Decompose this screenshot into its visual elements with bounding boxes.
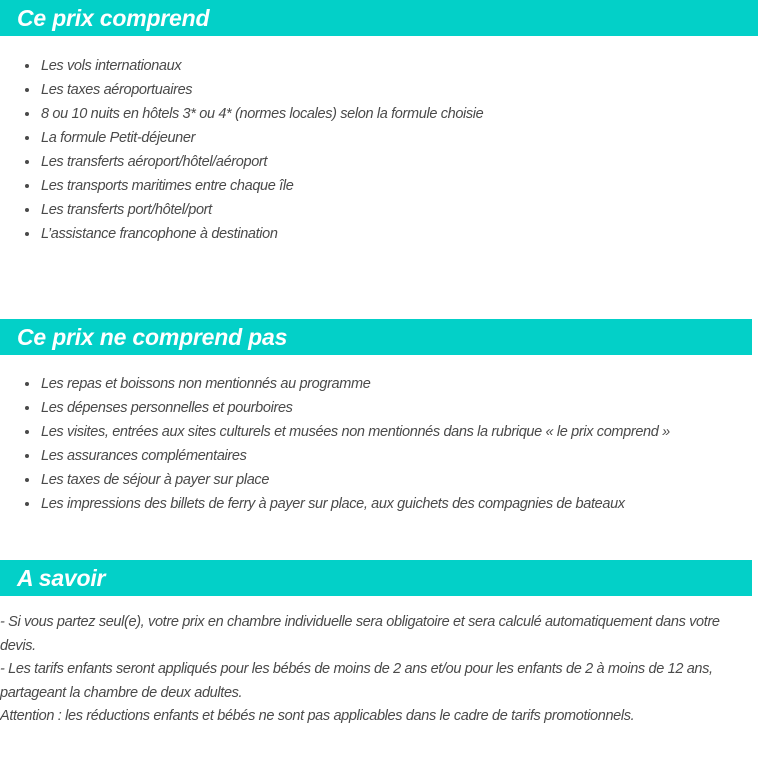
list-item-label: Les repas et boissons non mentionnés au programme xyxy=(41,376,371,392)
list-item xyxy=(0,78,758,102)
bullet-icon xyxy=(25,64,29,68)
list-item-label: Les vols internationaux xyxy=(41,58,182,74)
list-item xyxy=(0,102,758,126)
bullet-icon xyxy=(25,406,29,410)
section-header-included: Ce prix comprend xyxy=(0,0,758,36)
list-item-label: Les assurances complémentaires xyxy=(41,448,247,464)
bullet-icon xyxy=(25,454,29,458)
list-item-label: 8 ou 10 nuits en hôtels 3* ou 4* (normes locales) selon la formule choisie xyxy=(41,106,484,122)
bullet-icon xyxy=(25,502,29,506)
note-paragraph: Attention : les réductions enfants et bébés ne sont pas applicables dans le cadre de tarifs promotionnels. xyxy=(0,708,635,724)
bullet-icon xyxy=(25,136,29,140)
bullet-icon xyxy=(25,232,29,236)
included-list xyxy=(0,54,758,246)
section-spacer xyxy=(0,516,758,560)
bullet-icon xyxy=(25,478,29,482)
list-item xyxy=(0,492,758,516)
bullet-icon xyxy=(25,160,29,164)
list-item-label: Les dépenses personnelles et pourboires xyxy=(41,400,293,416)
section-header-not-included: Ce prix ne comprend pas xyxy=(0,319,752,355)
list-item-label: Les visites, entrées aux sites culturels et musées non mentionnés dans la rubrique « le prix comprend » xyxy=(41,424,670,440)
list-item-label: Les taxes aéroportuaires xyxy=(41,82,193,98)
section-header-good-to-know: A savoir xyxy=(0,560,752,596)
list-item-label: L’assistance francophone à destination xyxy=(41,226,278,242)
list-item xyxy=(0,198,758,222)
list-item xyxy=(0,222,758,246)
bullet-icon xyxy=(25,112,29,116)
list-item xyxy=(0,420,758,444)
list-item-label: Les impressions des billets de ferry à payer sur place, aux guichets des compagnies de bateaux xyxy=(41,496,625,512)
bullet-icon xyxy=(25,430,29,434)
not-included-list xyxy=(0,372,758,516)
section-spacer xyxy=(0,246,758,319)
list-item xyxy=(0,444,758,468)
list-item xyxy=(0,468,758,492)
bullet-icon xyxy=(25,184,29,188)
not-included-list-block xyxy=(0,355,758,516)
list-item xyxy=(0,126,758,150)
note-paragraph: - Les tarifs enfants seront appliqués pour les bébés de moins de 2 ans et/ou pour les enfants de 2 à moins de 12 ans, partageant la chambre de deux adultes. xyxy=(0,661,713,701)
list-item-label: Les taxes de séjour à payer sur place xyxy=(41,472,270,488)
good-to-know-notes xyxy=(0,596,758,729)
included-list-block xyxy=(0,36,758,246)
list-item xyxy=(0,396,758,420)
list-item xyxy=(0,150,758,174)
list-item-label: Les transports maritimes entre chaque île xyxy=(41,178,294,194)
list-item-label: La formule Petit-déjeuner xyxy=(41,130,196,146)
list-item xyxy=(0,174,758,198)
list-item xyxy=(0,54,758,78)
bullet-icon xyxy=(25,88,29,92)
note-paragraph: - Si vous partez seul(e), votre prix en chambre individuelle sera obligatoire et sera calculé automatiquement dans votre devis. xyxy=(0,614,720,654)
list-item-label: Les transferts aéroport/hôtel/aéroport xyxy=(41,154,268,170)
bullet-icon xyxy=(25,208,29,212)
list-item-label: Les transferts port/hôtel/port xyxy=(41,202,212,218)
bullet-icon xyxy=(25,382,29,386)
list-item xyxy=(0,372,758,396)
